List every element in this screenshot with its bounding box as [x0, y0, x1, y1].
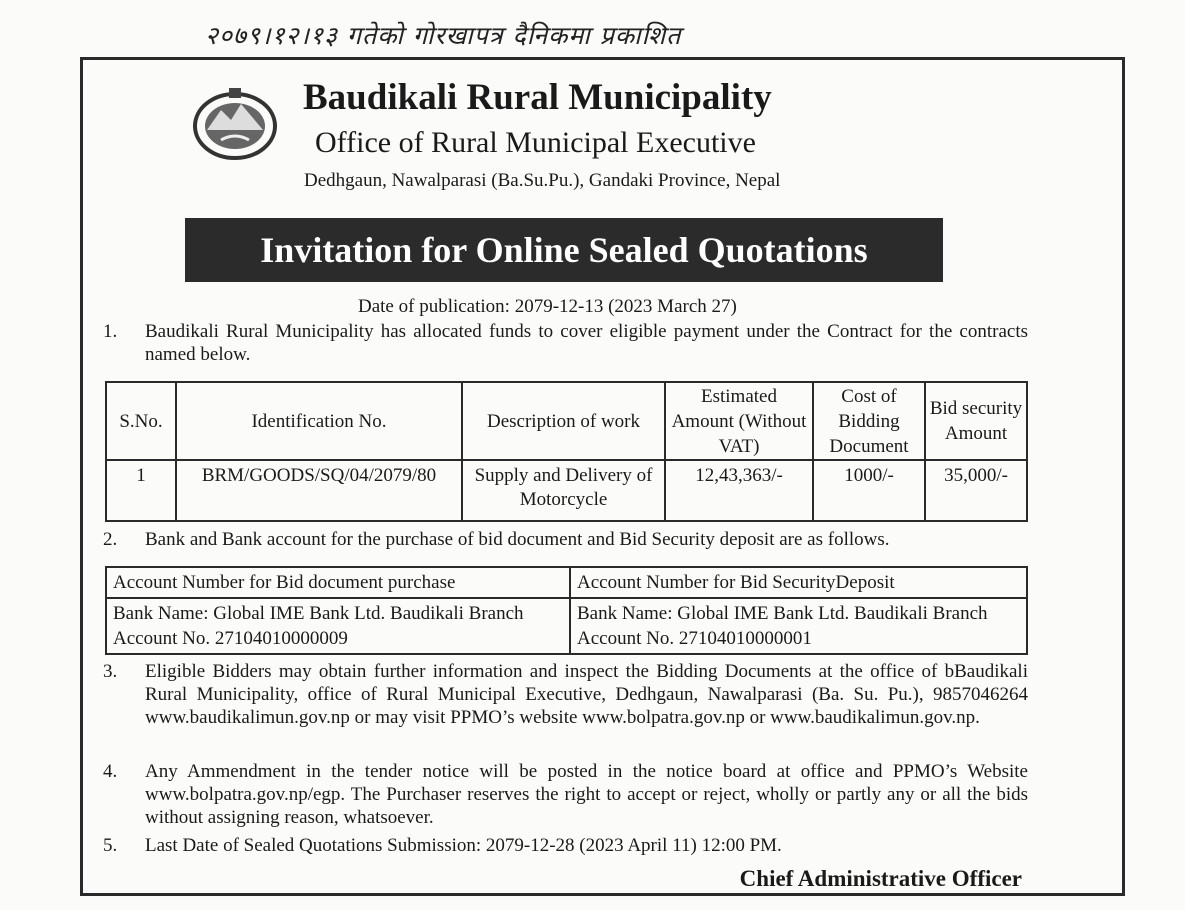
- table-header-row: [106, 567, 1027, 598]
- column-header: Account Number for Bid document purchase: [106, 567, 570, 598]
- table-cell: [570, 598, 1027, 654]
- publication-date: Date of publication: 2079-12-13 (2023 March 27): [358, 296, 737, 317]
- nepal-government-emblem-icon: [191, 82, 279, 162]
- paragraph-text: Any Ammendment in the tender notice will be posted in the notice board at office and PPMO’s Website www.bolpatra.gov.np/egp. The Purchaser reserves the right to accept or reject, wholly or partly any or all the bids without assigning reason, whatsoever.: [145, 761, 1028, 828]
- bank-name: Bank Name: Global IME Bank Ltd. Baudikali Branch: [113, 603, 524, 624]
- table-cell: 1: [106, 460, 176, 521]
- table-cell: BRM/GOODS/SQ/04/2079/80: [176, 460, 462, 521]
- table-cell: 1000/-: [813, 460, 925, 521]
- column-header: Identification No.: [176, 382, 462, 460]
- paragraph-1: [103, 320, 1028, 366]
- paragraph-3: [103, 660, 1028, 729]
- bank-accounts-table: [105, 566, 1028, 655]
- column-header: Bid security Amount: [925, 382, 1027, 460]
- paragraph-number: 4.: [103, 761, 118, 782]
- paragraph-number: 2.: [103, 529, 118, 550]
- handwritten-note: २०७९।१२।१३ गतेको गोरखापत्र दैनिकमा प्रकाशित: [205, 21, 682, 50]
- address: Dedhgaun, Nawalparasi (Ba.Su.Pu.), Gandaki Province, Nepal: [304, 170, 781, 191]
- org-name: Baudikali Rural Municipality: [303, 77, 772, 118]
- paragraph-5: [103, 834, 1028, 857]
- column-header: Account Number for Bid SecurityDeposit: [570, 567, 1027, 598]
- column-header: Description of work: [462, 382, 665, 460]
- paragraph-number: 3.: [103, 661, 118, 682]
- paragraph-text: Eligible Bidders may obtain further information and inspect the Bidding Documents at the office of bBaudikali Rural Municipality, office of Rural Municipal Executive, Dedhgaun, Nawalparasi (Ba. Su. Pu.), 9857046264 www.baudikalimun.gov.np or may visit PPMO’s website www.bolpatra.gov.np or www.baudikalimun.gov.np.: [145, 661, 1028, 728]
- notice-frame: [80, 57, 1125, 896]
- column-header: S.No.: [106, 382, 176, 460]
- table-cell: [106, 598, 570, 654]
- paragraph-number: 1.: [103, 321, 118, 342]
- account-number: Account No. 27104010000001: [577, 628, 812, 649]
- table-row: [106, 598, 1027, 654]
- paragraph-2: [103, 528, 1028, 551]
- column-header: Cost of Bidding Document: [813, 382, 925, 460]
- column-header: Estimated Amount (Without VAT): [665, 382, 813, 460]
- paragraph-text: Bank and Bank account for the purchase of bid document and Bid Security deposit are as follows.: [145, 529, 890, 550]
- paragraph-4: [103, 760, 1028, 829]
- table-cell: 12,43,363/-: [665, 460, 813, 521]
- signature-title: Chief Administrative Officer: [739, 866, 1022, 891]
- account-number: Account No. 27104010000009: [113, 628, 348, 649]
- notice-title: Invitation for Online Sealed Quotations: [185, 218, 943, 282]
- table-row: [106, 460, 1027, 521]
- table-header-row: [106, 382, 1027, 460]
- table-cell: Supply and Delivery of Motorcycle: [462, 460, 665, 521]
- contracts-table: [105, 381, 1028, 522]
- paragraph-number: 5.: [103, 835, 118, 856]
- bank-name: Bank Name: Global IME Bank Ltd. Baudikali Branch: [577, 603, 988, 624]
- paragraph-text: Baudikali Rural Municipality has allocated funds to cover eligible payment under the Contract for the contracts named below.: [145, 321, 1028, 365]
- paragraph-text: Last Date of Sealed Quotations Submission: 2079-12-28 (2023 April 11) 12:00 PM.: [145, 835, 782, 856]
- office-name: Office of Rural Municipal Executive: [315, 126, 756, 159]
- table-cell: 35,000/-: [925, 460, 1027, 521]
